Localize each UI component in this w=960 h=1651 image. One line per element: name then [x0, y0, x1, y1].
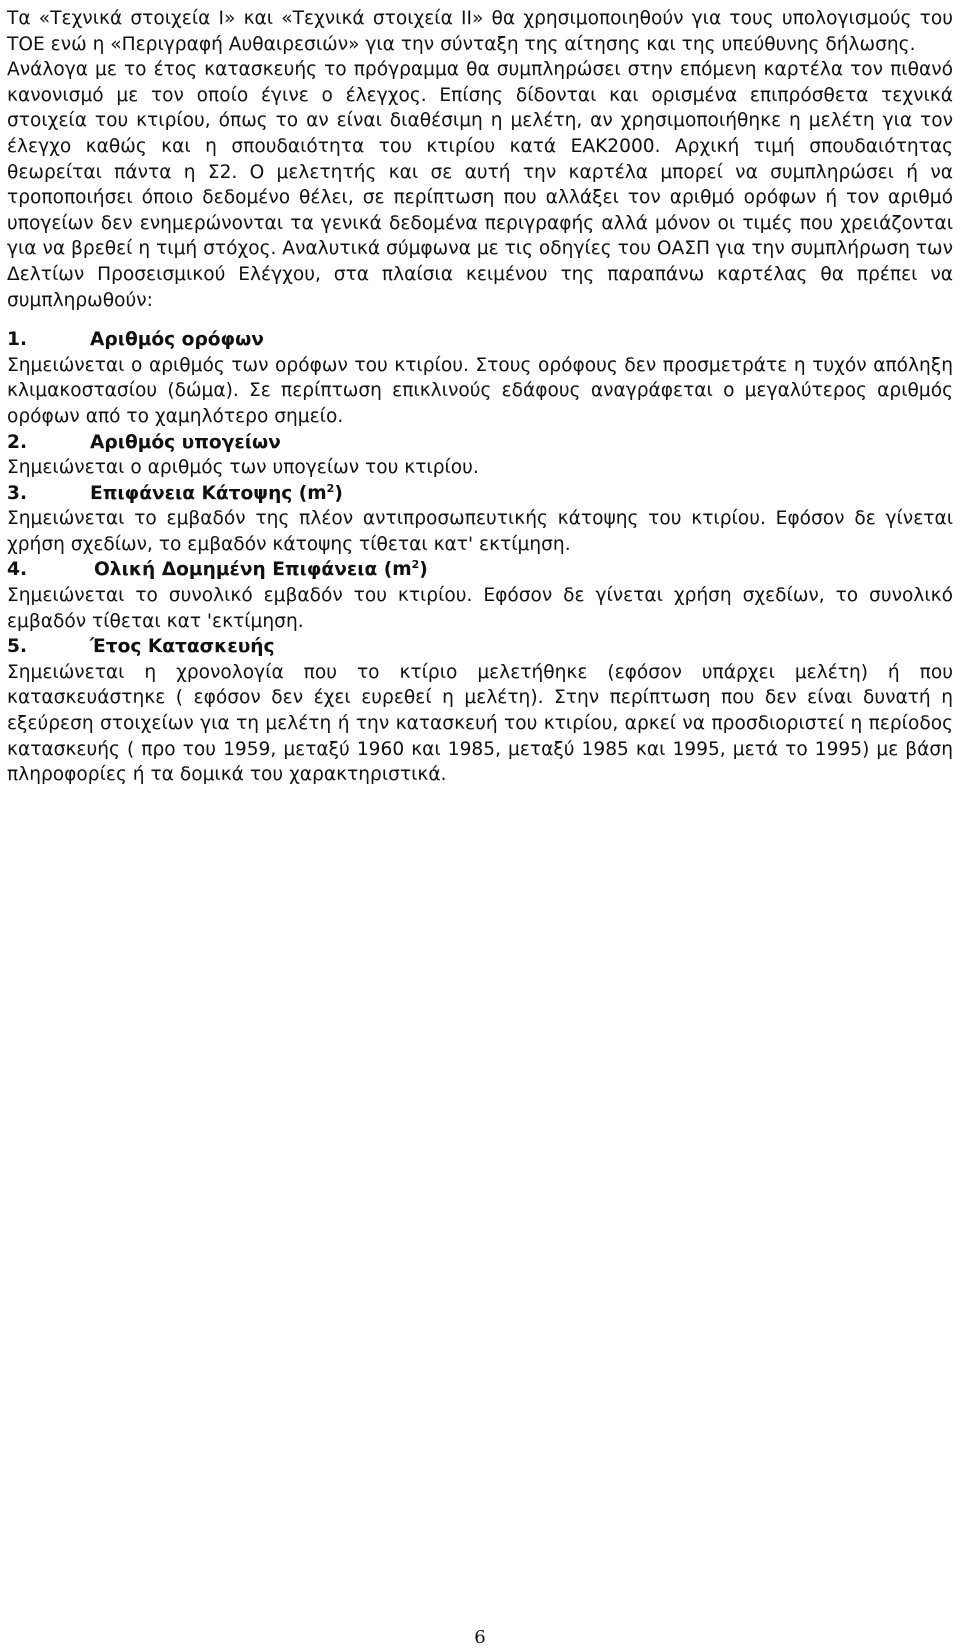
section-2	[7, 430, 953, 481]
section-number: 1.	[7, 329, 28, 351]
section-title-wrap	[90, 481, 343, 507]
document-body	[7, 6, 953, 788]
section-heading	[7, 327, 953, 353]
section-number: 5.	[7, 636, 28, 658]
section-title: Έτος Κατασκευής	[90, 636, 275, 658]
section-title: Ολική Δομημένη Επιφάνεια (m	[94, 559, 412, 581]
section-number: 3.	[7, 482, 28, 504]
intro-paragraph-2: Ανάλογα με το έτος κατασκευής το πρόγραμμα θα συμπληρώσει στην επόμενη καρτέλα τον πιθανό κανονισμό με τον οποίο έγινε ο έλεγχος. Επίσης δίδονται και ορισμένα επιπρόσθετα τεχνικά στοιχεία του κτιρίου, όπως το αν είναι διαθέσιμη η μελέτη, αν χρησιμοποιήθηκε η μελέτη για τον έλεγχο καθώς και η σπουδαιότητα του κτιρίου κατά ΕΑΚ2000. Αρχική τιμή σπουδαιότητας θεωρείται πάντα η Σ2. Ο μελετητής και σε αυτή την καρτέλα μπορεί να συμπληρώσει ή να τροποποιήσει όποιο δεδομένο θέλει, σε περίπτωση που αλλάξει τον αριθμό ορόφων ή τον αριθμό υπογείων δεν ενημερώνονται τα γενικά δεδομένα περιγραφής αλλά μόνον οι τιμές που χρειάζονται για να βρεθεί η τιμή στόχος. Αναλυτικά σύμφωνα με τις οδηγίες του ΟΑΣΠ για την συμπλήρωση των Δελτίων Προσεισμικού Ελέγχου, στα πλαίσια κειμένου της παραπάνω καρτέλας θα πρέπει να συμπληρωθούν:	[7, 59, 953, 311]
section-heading	[7, 557, 953, 583]
section-number: 4.	[7, 559, 28, 581]
section-heading	[7, 430, 953, 456]
section-3	[7, 481, 953, 558]
section-number: 2.	[7, 431, 28, 453]
section-heading	[7, 481, 953, 507]
section-title-end: )	[334, 482, 343, 504]
section-1	[7, 327, 953, 429]
section-title: Αριθμός υπογείων	[90, 431, 281, 453]
page-number: 6	[474, 1627, 486, 1648]
superscript: 2	[326, 481, 335, 495]
section-5	[7, 634, 953, 788]
section-4	[7, 557, 953, 634]
section-text: Σημειώνεται το εμβαδόν της πλέον αντιπροσωπευτικής κάτοψης του κτιρίου. Εφόσον δε γίνεται χρήση σχεδίων, το εμβαδόν κάτοψης τίθεται κατ' εκτίμηση.	[7, 508, 953, 555]
section-text: Σημειώνεται η χρονολογία που το κτίριο μελετήθηκε (εφόσον υπάρχει μελέτη) ή που κατασκευάστηκε ( εφόσον δεν έχει ευρεθεί η μελέτη). Στην περίπτωση που δεν είναι δυνατή η εξεύρεση στοιχείων για τη μελέτη ή την κατασκευή του κτιρίου, αρκεί να προσδιοριστεί η περίοδος κατασκευής ( προ του 1959, μεταξύ 1960 και 1985, μεταξύ 1985 και 1995, μετά το 1995) με βάση πληροφορίες ή τα δομικά του χαρακτηριστικά.	[7, 661, 953, 786]
section-heading	[7, 634, 953, 660]
section-text: Σημειώνεται ο αριθμός των υπογείων του κτιρίου.	[7, 457, 479, 479]
section-title-end: )	[419, 559, 428, 581]
section-title-wrap	[94, 557, 428, 583]
intro-paragraph-1: Τα «Τεχνικά στοιχεία Ι» και «Τεχνικά στοιχεία ΙΙ» θα χρησιμοποιηθούν για τους υπολογισμούς του ΤΟΕ ενώ η «Περιγραφή Αυθαιρεσιών» για την σύνταξη της αίτησης και της υπεύθυνης δήλωσης.	[7, 8, 953, 55]
section-text: Σημειώνεται ο αριθμός των ορόφων του κτιρίου. Στους ορόφους δεν προσμετράτε η τυχόν απόληξη κλιμακοστασίου (δώμα). Σε περίπτωση επικλινούς εδάφους αναγράφεται ο μεγαλύτερος αριθμός ορόφων από το χαμηλότερο σημείο.	[7, 354, 953, 427]
superscript: 2	[411, 558, 420, 572]
section-title: Επιφάνεια Κάτοψης (m	[90, 482, 327, 504]
section-title: Αριθμός ορόφων	[90, 329, 264, 351]
section-text: Σημειώνεται το συνολικό εμβαδόν του κτιρίου. Εφόσον δε γίνεται χρήση σχεδίων, το συνολικό εμβαδόν τίθεται κατ 'εκτίμηση.	[7, 585, 953, 632]
